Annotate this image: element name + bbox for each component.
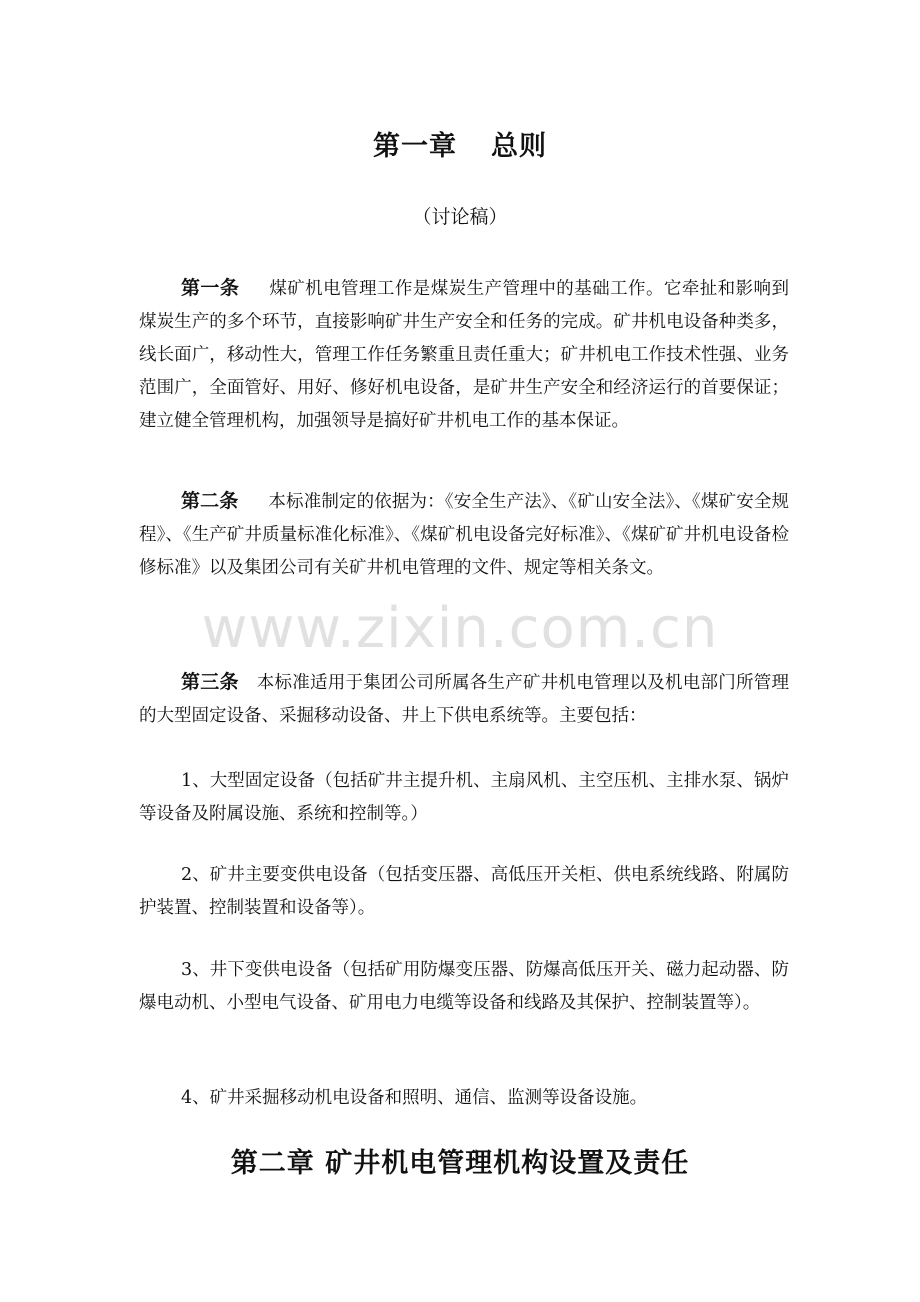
article-2-text: 本标准制定的依据为：《安全生产法》、《矿山安全法》、《煤矿安全规程》、《生产矿井质量标准化标准》、《煤矿机电设备完好标准》、《煤矿矿井机电设备检修标准》以及集团公司有关矿井机电管理的文件、规定等相关条文。 [139,492,789,578]
article-2-label: 第二条 [181,490,239,512]
watermark-text: www.zixin.com.cn [201,596,719,661]
article-2 [139,485,789,585]
list-item-4: 4、矿井采掘移动机电设备和照明、通信、监测等设备设施。 [181,1088,648,1108]
list-item-3: 3、井下变供电设备（包括矿用防爆变压器、防爆高低压开关、磁力起动器、防爆电动机、小型电气设备、矿用电力电缆等设备和线路及其保护、控制装置等）。 [139,960,789,1013]
list-item-1: 1、大型固定设备（包括矿井主提升机、主扇风机、主空压机、主排水泵、锅炉等设备及附属设施、系统和控制等。） [139,771,789,824]
draft-note: （讨论稿） [412,206,508,228]
article-3-label: 第三条 [181,671,239,693]
list-item-2: 2、矿井主要变供电设备（包括变压器、高低压开关柜、供电系统线路、附属防护装置、控制装置和设备等）。 [139,865,789,918]
article-1-label: 第一条 [181,277,240,299]
article-1 [139,272,789,438]
chapter-1-title [0,124,920,163]
article-1-text: 煤矿机电管理工作是煤炭生产管理中的基础工作。它牵扯和影响到煤炭生产的多个环节，直接影响矿井生产安全和任务的完成。矿井机电设备种类多，线长面广，移动性大，管理工作任务繁重且责任重大；矿井机电工作技术性强、业务范围广，全面管好、用好、修好机电设备，是矿井生产安全和经济运行的首要保证；建立健全管理机构，加强领导是搞好矿井机电工作的基本保证。 [139,279,789,431]
article-3 [139,666,789,733]
article-3-text: 本标准适用于集团公司所属各生产矿井机电管理以及机电部门所管理的大型固定设备、采掘移动设备、井上下供电系统等。主要包括： [139,673,789,726]
chapter-1-name: 总则 [491,131,547,162]
chapter-2-title: 第二章 矿井机电管理机构设置及责任 [230,1148,690,1179]
chapter-1-number: 第一章 [373,131,457,162]
